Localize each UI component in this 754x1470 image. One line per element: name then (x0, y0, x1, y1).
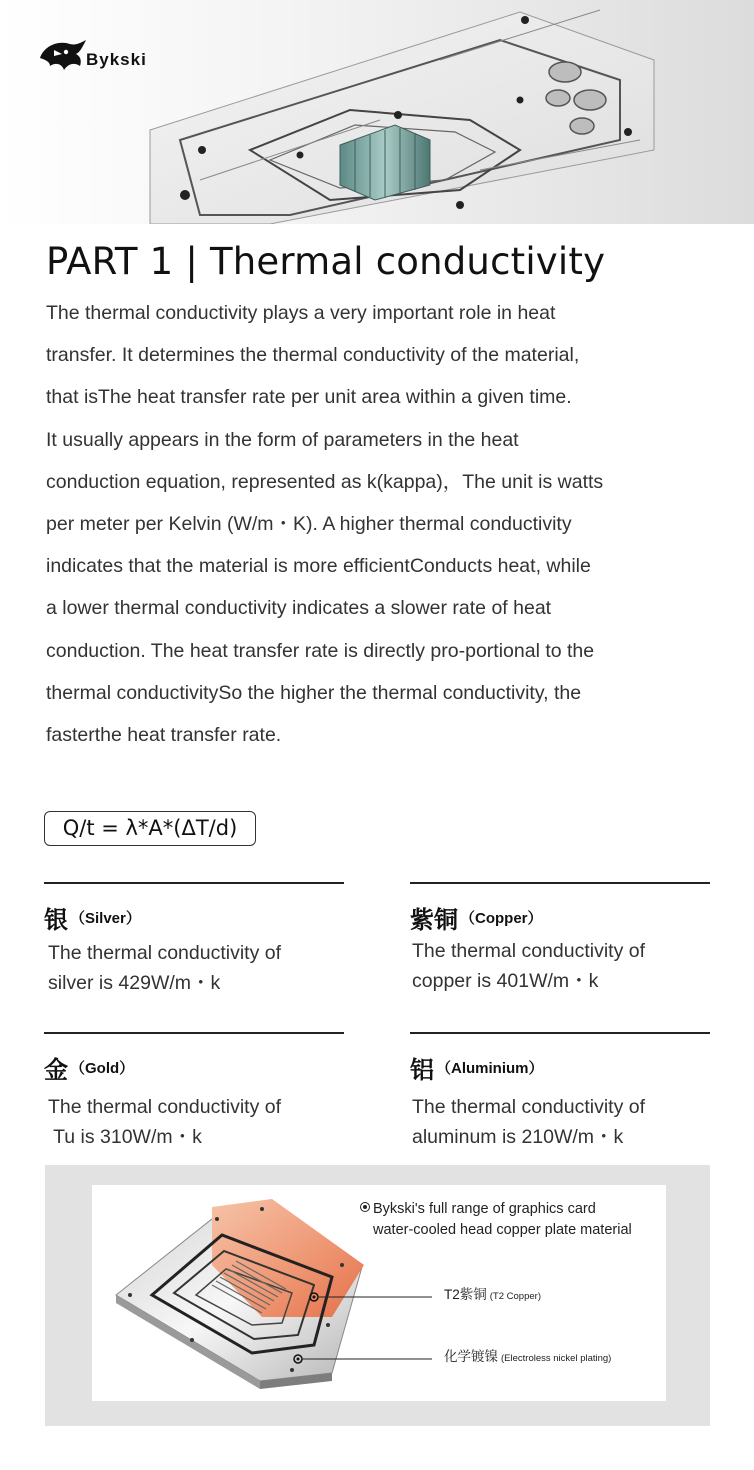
material-name-zh: 金 (44, 1056, 68, 1084)
material-desc-line: The thermal conductivity of (48, 942, 282, 964)
water-block-illustration (140, 0, 754, 224)
callout-label-zh: T2紫铜 (444, 1287, 487, 1302)
body-line: fasterthe heat transfer rate. (46, 724, 282, 747)
body-paragraph (46, 292, 706, 756)
body-line: It usually appears in the form of parameters in the heat (46, 428, 519, 451)
divider (44, 1032, 344, 1034)
divider (410, 1032, 710, 1034)
body-line: a lower thermal conductivity indicates a slower rate of heat (46, 597, 552, 620)
material-copper (410, 882, 710, 996)
callout-t2-copper (444, 1283, 541, 1304)
note-text: Bykski's full range of graphics card (373, 1201, 596, 1217)
material-description (410, 1092, 710, 1152)
material-name-en: （Silver） (70, 909, 141, 927)
divider (44, 882, 344, 884)
callout-nickel-plating (444, 1345, 611, 1366)
body-line: The thermal conductivity plays a very important role in heat (46, 302, 556, 324)
material-desc-line: The thermal conductivity of (48, 1096, 282, 1118)
material-desc-line: The thermal conductivity of (412, 1096, 646, 1118)
body-line: conduction equation, represented as k(kappa)，The unit is watts (46, 470, 604, 493)
material-aluminium (410, 1032, 710, 1152)
body-line: conduction. The heat transfer rate is directly pro-portional to the (46, 639, 595, 662)
note-line (360, 1199, 632, 1220)
material-name-en: （Aluminium） (436, 1059, 544, 1077)
callout-label-zh: 化学镀镍 (444, 1349, 498, 1364)
material-name-zh: 银 (44, 906, 68, 934)
section-title: PART 1 | Thermal conductivity (46, 240, 606, 283)
material-name-zh: 紫铜 (410, 906, 458, 934)
callout-label-en: (Electroless nickel plating) (501, 1353, 612, 1364)
hero-banner (0, 0, 754, 224)
plate-note (360, 1199, 632, 1241)
body-line: per meter per Kelvin (W/m・K). A higher thermal conductivity (46, 513, 572, 536)
material-desc-line: copper is 401W/m・k (412, 970, 599, 992)
material-description (410, 936, 710, 996)
body-line: indicates that the material is more efficientConducts heat, while (46, 555, 591, 578)
material-name-zh: 铝 (410, 1056, 434, 1084)
plate-material-panel (45, 1165, 710, 1426)
formula-box: Q/t = λ*A*(ΔT/d) (44, 811, 256, 846)
material-desc-line: aluminum is 210W/m・k (412, 1126, 624, 1148)
material-name-en: （Gold） (70, 1059, 135, 1077)
brand-wordmark: Bykski (86, 50, 147, 69)
material-desc-line: The thermal conductivity of (412, 940, 646, 962)
divider (410, 882, 710, 884)
body-line: thermal conductivitySo the higher the thermal conductivity, the (46, 681, 582, 704)
material-description (44, 1092, 344, 1152)
dragon-icon (36, 38, 88, 74)
material-name-en: （Copper） (460, 909, 543, 927)
material-description (44, 938, 344, 998)
material-desc-line: Tu is 310W/m・k (48, 1126, 202, 1148)
material-desc-line: silver is 429W/m・k (48, 972, 221, 994)
material-silver (44, 882, 344, 998)
note-line: water-cooled head copper plate material (373, 1222, 632, 1238)
material-gold (44, 1032, 344, 1152)
bullet-icon (360, 1202, 370, 1212)
body-line: transfer. It determines the thermal conductivity of the material, (46, 344, 580, 367)
callout-label-en: (T2 Copper) (489, 1291, 541, 1302)
plate-illustration-card (92, 1185, 666, 1401)
body-line: that isThe heat transfer rate per unit area within a given time. (46, 386, 572, 409)
